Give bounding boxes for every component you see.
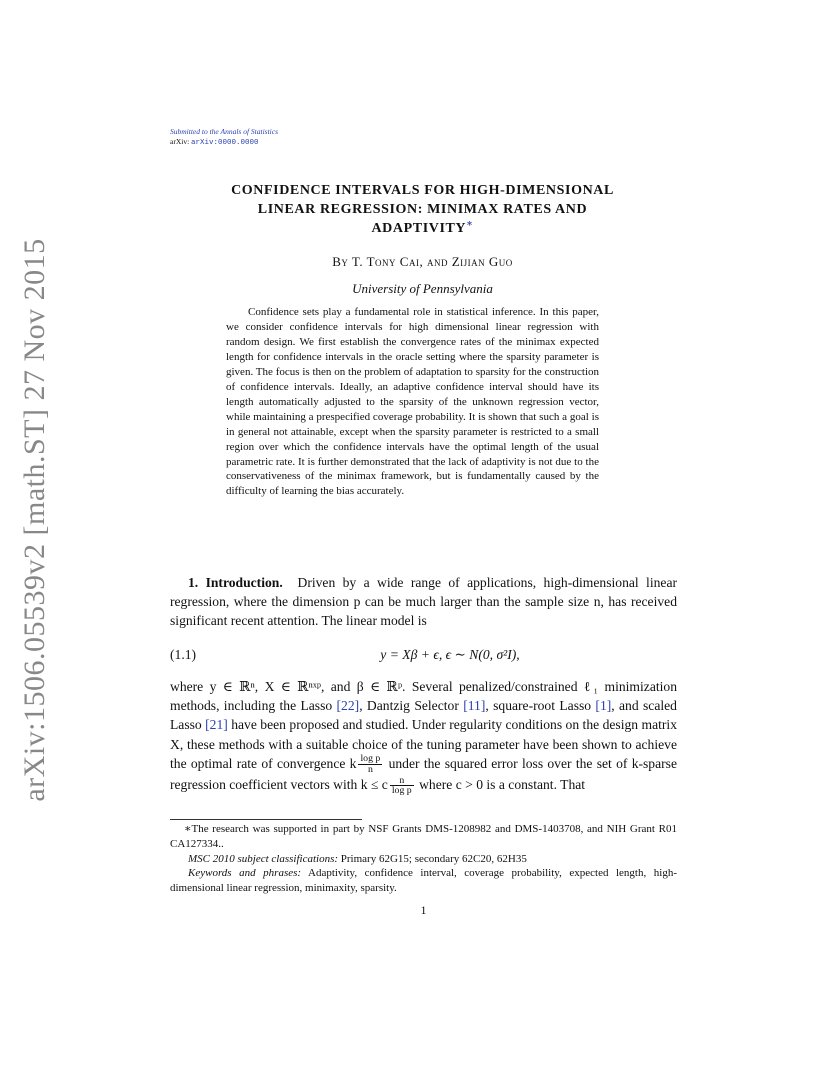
abstract-text: Confidence sets play a fundamental role in statistical inference. In this paper, we consider confidence intervals for high dimensional linear regression with random design. We first establish the convergence rates of the minimax expected length for confidence intervals in the oracle setting where the sparsity parameter is given. The focus is then on the problem of adaptation to sparsity for the construction of confidence intervals. Ideally, an adaptive confidence interval should have its length automatically adjusted to the sparsity of the unknown regression vector, while maintaining a prespecified coverage probability. It is shown that such a goal is in general not attainable, except when the sparsity parameter is restricted to a small region over which the confidence intervals have the optimal length of the usual parametric rate. It is further demonstrated that the lack of adaptivity is not due to the conservativeness of the minimax framework, but is fundamentally caused by the difficulty of learning the bias accurately.: [226, 306, 599, 498]
para2-text-7: where c > 0 is a constant. That: [415, 776, 586, 792]
title-line-1: CONFIDENCE INTERVALS FOR HIGH-DIMENSIONAL: [231, 183, 614, 198]
submission-header: [170, 127, 278, 148]
footnote-msc: [170, 852, 677, 867]
keywords-label: Keywords and phrases:: [188, 867, 302, 879]
keywords-text: Adaptivity, confidence interval, coverage probability, expected length, high-dimensional linear regression, minimaxity, sparsity.: [170, 867, 677, 894]
ref-22-link[interactable]: [22]: [336, 698, 360, 714]
fraction-n-over-logp: [390, 776, 414, 797]
introduction-paragraph: [170, 573, 677, 631]
para2-text-1: where y ∈ ℝⁿ, X ∈ ℝⁿˣᵖ, and β ∈ ℝᵖ. Several penalized/constrained ℓ₁ minimization methods, including the Lasso: [170, 679, 677, 714]
para2-text-6: under the squared error loss over the set of k-sparse regression coefficient vectors with k ≤ c: [170, 755, 677, 792]
paragraph-2: [170, 677, 677, 796]
ref-1-link[interactable]: [1]: [595, 698, 612, 714]
title-footnote-mark[interactable]: ∗: [466, 218, 474, 230]
title-line-3: ADAPTIVITY: [371, 221, 467, 236]
title-line-2: LINEAR REGRESSION: MINIMAX RATES AND: [257, 202, 588, 217]
ref-11-link[interactable]: [11]: [463, 698, 486, 714]
para2-text-3: , square-root Lasso: [485, 698, 596, 714]
ref-21-link[interactable]: [21]: [205, 717, 228, 733]
footnote-funding: [170, 822, 677, 852]
frac2-denominator: log p: [391, 785, 412, 797]
msc-text: Primary 62G15; secondary 62C20, 62H35: [338, 853, 527, 865]
section-heading: 1. Introduction.: [188, 575, 283, 590]
para2-text-5: have been proposed and studied. Under regularity conditions on the design matrix X, these methods with a suitable choice of the tuning parameter have been shown to achieve the optimal rate of convergence k: [170, 717, 677, 771]
arxiv-id: arXiv:1506.05539v2 [math.ST] 27 Nov 2015: [18, 238, 51, 802]
affiliation: University of Pennsylvania: [352, 281, 493, 296]
frac2-numerator: n: [390, 776, 414, 787]
arxiv-sidebar-stamp: [10, 238, 60, 802]
equation-formula: y = Xβ + ϵ, ϵ ∼ N(0, σ²I),: [380, 647, 520, 662]
funding-text: ∗The research was supported in part by NSF Grants DMS-1208982 and DMS-1403708, and NIH Grant R01 CA127334..: [170, 823, 677, 850]
abstract: [226, 305, 599, 499]
msc-label: MSC 2010 subject classifications:: [188, 853, 339, 865]
arxiv-prefix: arXiv:: [170, 137, 190, 146]
frac1-denominator: n: [367, 764, 373, 776]
para2-text-4: , and scaled Lasso: [170, 698, 677, 733]
paper-title: [170, 181, 675, 238]
intro-text: Driven by a wide range of applications, high-dimensional linear regression, where the dimension p can be much larger than the sample size n, has received significant recent attention. The linear model is: [170, 575, 678, 629]
journal-line: Submitted to the Annals of Statistics: [170, 127, 278, 136]
frac1-numerator: log p: [360, 753, 381, 765]
fraction-logp-over-n: [358, 754, 382, 775]
footnote-divider: [170, 819, 362, 820]
authors: By T. Tony Cai, and Zijian Guo: [332, 254, 513, 269]
page-number: 1: [420, 903, 427, 917]
footnote-keywords: [170, 866, 677, 896]
arxiv-link[interactable]: arXiv:0000.0000: [191, 139, 259, 147]
para2-text-2: , Dantzig Selector: [359, 698, 464, 714]
equation-number: (1.1): [170, 647, 197, 662]
